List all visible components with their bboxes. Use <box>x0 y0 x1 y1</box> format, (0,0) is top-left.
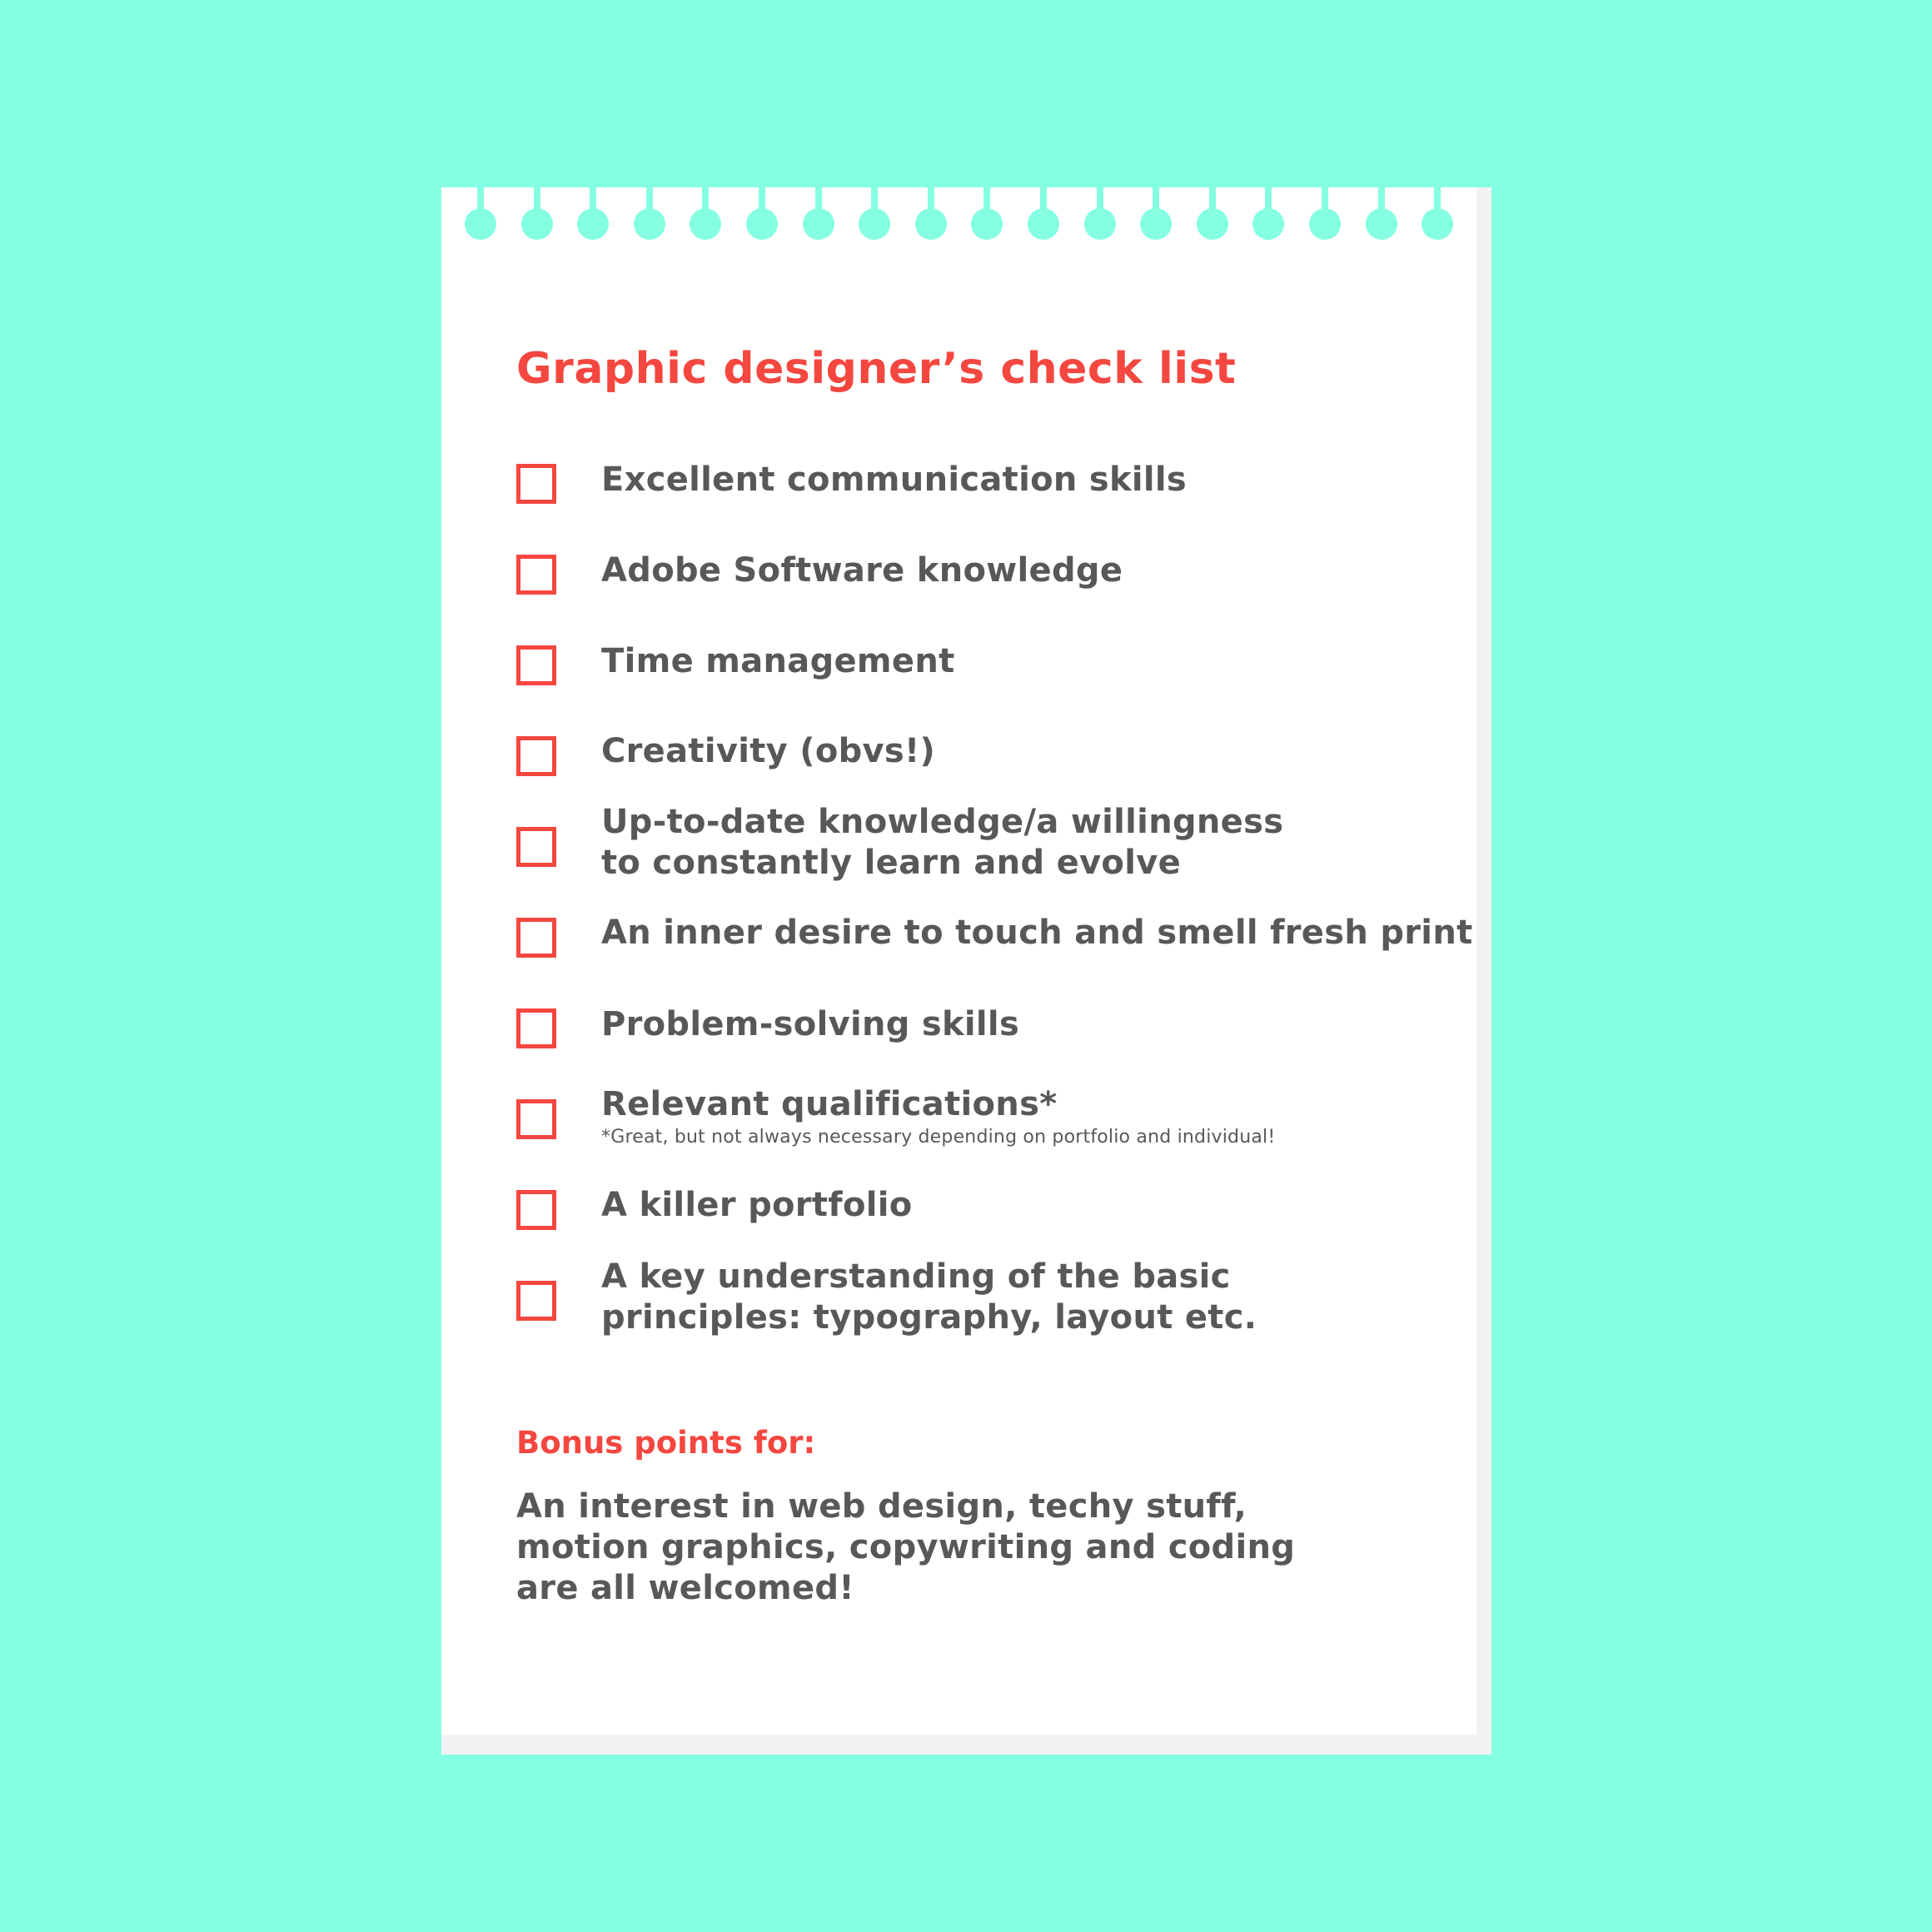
binding-hole <box>1197 208 1228 240</box>
checkbox[interactable] <box>516 1008 556 1048</box>
binding-hole <box>915 208 947 240</box>
bonus-heading: Bonus points for: <box>516 1425 816 1461</box>
checkbox[interactable] <box>516 918 556 958</box>
checklist-item-label: A killer portfolio <box>601 1186 913 1224</box>
binding-hole <box>634 208 665 240</box>
binding-hole <box>971 208 1003 240</box>
checklist-item-label: Time management <box>601 642 955 680</box>
checklist-item-label: An inner desire to touch and smell fresh print <box>601 914 1473 952</box>
bonus-line: motion graphics, copywriting and coding <box>516 1528 1296 1566</box>
binding-hole <box>521 208 553 240</box>
page-title: Graphic designer’s check list <box>516 344 1237 394</box>
checklist-item-label: A key understanding of the basic <box>601 1257 1231 1296</box>
binding-hole <box>803 208 834 240</box>
binding-hole <box>746 208 778 240</box>
checkbox[interactable] <box>516 645 556 685</box>
binding-hole <box>1366 208 1397 240</box>
checklist-item-label: Problem-solving skills <box>601 1005 1020 1043</box>
binding-hole <box>1309 208 1341 240</box>
checklist-item-label: principles: typography, layout etc. <box>601 1298 1257 1337</box>
spiral-holes <box>441 187 1476 246</box>
bonus-line: are all welcomed! <box>516 1569 854 1607</box>
binding-hole <box>1028 208 1059 240</box>
binding-hole <box>1084 208 1116 240</box>
checklist-item-note: *Great, but not always necessary depending on portfolio and individual! <box>601 1127 1276 1148</box>
binding-hole <box>1140 208 1172 240</box>
bonus-text <box>516 1486 1295 1609</box>
checkbox[interactable] <box>516 827 556 867</box>
checklist-item-label: Relevant qualifications* <box>601 1085 1058 1123</box>
checklist-item-label: Creativity (obvs!) <box>601 732 936 770</box>
checkbox[interactable] <box>516 1190 556 1230</box>
checklist-item-label: Excellent communication skills <box>601 461 1188 499</box>
notepad-sheet <box>441 187 1476 1735</box>
binding-hole <box>1252 208 1284 240</box>
checkbox[interactable] <box>516 1281 556 1321</box>
binding-hole <box>577 208 609 240</box>
checklist-item-label: to constantly learn and evolve <box>601 844 1182 882</box>
bonus-line: An interest in web design, techy stuff, <box>516 1487 1247 1526</box>
checklist-item-label: Up-to-date knowledge/a willingness <box>601 803 1284 841</box>
checkbox[interactable] <box>516 1099 556 1139</box>
checklist-item-label: Adobe Software knowledge <box>601 551 1123 590</box>
checkbox[interactable] <box>516 464 556 504</box>
checkbox[interactable] <box>516 736 556 776</box>
checkbox[interactable] <box>516 555 556 595</box>
binding-hole <box>465 208 496 240</box>
binding-hole <box>859 208 890 240</box>
binding-hole <box>1422 208 1453 240</box>
binding-hole <box>690 208 721 240</box>
